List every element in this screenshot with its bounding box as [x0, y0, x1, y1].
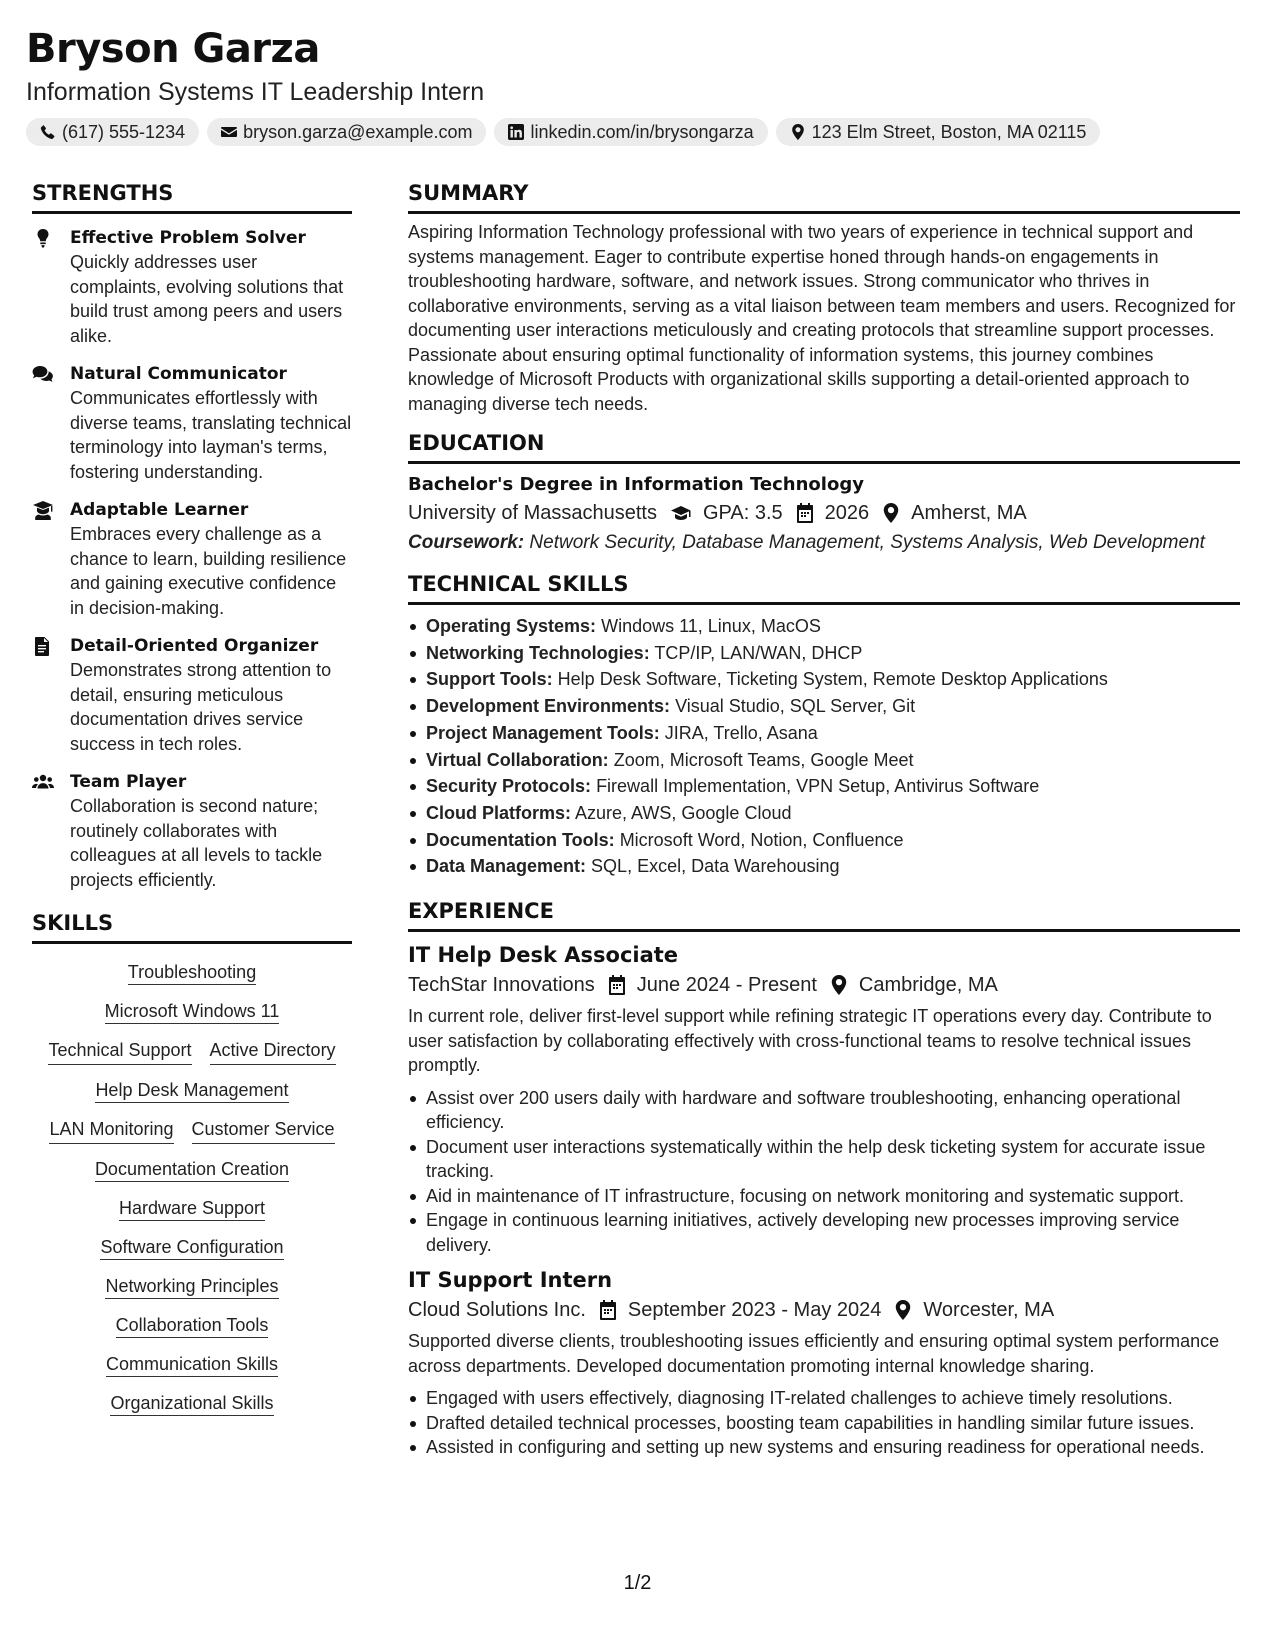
contact-email[interactable] — [207, 118, 486, 146]
job-bullets — [408, 1386, 1240, 1460]
skills-heading: SKILLS — [32, 910, 352, 944]
graduation-cap-icon — [669, 503, 693, 523]
skill-tag: LAN Monitoring — [49, 1117, 173, 1144]
contact-address-text: 123 Elm Street, Boston, MA 02115 — [811, 121, 1087, 142]
coursework — [408, 530, 1240, 555]
technical-skills-heading: TECHNICAL SKILLS — [408, 571, 1240, 605]
job-entry — [408, 1265, 1240, 1460]
strength-title: Effective Problem Solver — [70, 228, 306, 248]
strengths-heading: STRENGTHS — [32, 180, 352, 214]
skill-tag: Communication Skills — [106, 1354, 278, 1377]
contact-linkedin[interactable] — [494, 118, 767, 146]
list-item: Support Tools: Help Desk Software, Ticketing System, Remote Desktop Applications — [408, 666, 1240, 693]
contact-phone[interactable] — [26, 118, 199, 146]
skills-list — [32, 960, 352, 1417]
strength-title: Natural Communicator — [70, 364, 287, 384]
job-entry — [408, 940, 1240, 1257]
company-name: Cloud Solutions Inc. — [408, 1299, 586, 1322]
job-bullets — [408, 1086, 1240, 1258]
linkedin-icon — [508, 124, 524, 140]
summary-heading: SUMMARY — [408, 180, 1240, 214]
list-item: Operating Systems: Windows 11, Linux, MacOS — [408, 613, 1240, 640]
candidate-role: Information Systems IT Leadership Intern — [26, 78, 485, 106]
list-item: Assist over 200 users daily with hardware and software troubleshooting, enhancing operational efficiency. — [408, 1086, 1240, 1135]
strength-item — [32, 770, 352, 892]
list-item: Aid in maintenance of IT infrastructure, focusing on network monitoring and systematic support. — [408, 1184, 1240, 1209]
list-item: Cloud Platforms: Azure, AWS, Google Cloud — [408, 800, 1240, 827]
school-name: University of Massachusetts — [408, 502, 657, 524]
technical-skills-list — [408, 613, 1240, 880]
skill-tag: Help Desk Management — [95, 1080, 288, 1103]
page-number: 1/2 — [623, 1572, 652, 1594]
strength-desc: Embraces every challenge as a chance to learn, building resilience and gaining executive confidence in decision-making. — [70, 524, 347, 618]
job-location: Cambridge, MA — [858, 974, 998, 997]
list-item: Engaged with users effectively, diagnosing IT-related challenges to achieve timely resolutions. — [408, 1386, 1240, 1411]
list-item: Data Management: SQL, Excel, Data Warehousing — [408, 853, 1240, 880]
strength-title: Detail-Oriented Organizer — [70, 636, 319, 656]
skill-tag: Collaboration Tools — [116, 1315, 269, 1338]
school-location: Amherst, MA — [911, 502, 1027, 524]
education-heading: EDUCATION — [408, 430, 1240, 464]
skill-tag: Hardware Support — [119, 1198, 265, 1221]
skill-tag: Active Directory — [210, 1038, 336, 1065]
job-title: IT Help Desk Associate — [408, 943, 679, 968]
resume-header — [26, 24, 1251, 146]
strength-item — [32, 498, 352, 620]
strength-item — [32, 226, 352, 348]
list-item: Virtual Collaboration: Zoom, Microsoft Teams, Google Meet — [408, 747, 1240, 774]
lightbulb-icon — [32, 229, 54, 248]
calendar-icon — [795, 503, 815, 523]
strength-title: Team Player — [70, 772, 187, 792]
skill-tag: Documentation Creation — [95, 1159, 289, 1182]
strength-desc: Demonstrates strong attention to detail, ensuring meticulous documentation drives service success in tech roles. — [70, 660, 332, 754]
contact-linkedin-text: linkedin.com/in/brysongarza — [530, 121, 754, 142]
contact-email-text: bryson.garza@example.com — [243, 121, 473, 142]
graduation-year: 2026 — [824, 502, 870, 524]
technical-skills-section — [408, 571, 1240, 880]
map-pin-icon — [829, 975, 849, 995]
education-section — [408, 430, 1240, 555]
skill-tag: Software Configuration — [100, 1237, 283, 1260]
document-icon — [32, 637, 54, 656]
contact-bar — [26, 118, 1251, 146]
contact-address[interactable] — [776, 118, 1101, 146]
strength-item — [32, 362, 352, 484]
skill-tag: Networking Principles — [105, 1276, 278, 1299]
strengths-list — [32, 226, 352, 892]
left-column — [32, 180, 352, 1417]
list-item: Networking Technologies: TCP/IP, LAN/WAN, DHCP — [408, 640, 1240, 667]
candidate-name: Bryson Garza — [26, 26, 320, 72]
degree-title: Bachelor's Degree in Information Technology — [408, 474, 864, 495]
job-meta — [408, 970, 1240, 1000]
phone-icon — [40, 124, 56, 140]
skill-tag: Troubleshooting — [128, 962, 256, 985]
job-title: IT Support Intern — [408, 1268, 613, 1293]
strength-desc: Collaboration is second nature; routinely collaborates with colleagues at all levels to tackle projects efficiently. — [70, 796, 323, 890]
gpa-value: GPA: 3.5 — [702, 502, 783, 524]
skill-tag: Organizational Skills — [110, 1393, 273, 1416]
skill-tag: Customer Service — [192, 1117, 335, 1144]
summary-text: Aspiring Information Technology professional with two years of experience in technical support and systems management. Eager to contribute expertise honed through hands-on engagements in troubleshooting hardware, software, and network issues. Strong communicator who thrives in collaborative environments, serving as a vital liaison between team members and users. Recognized for documenting user interactions meticulously and creating protocols that streamline support processes. Passionate about ensuring optimal functionality of information systems, this journey combines knowledge of Microsoft Products with organizational skills supporting a detail-oriented approach to managing diverse tech needs. — [408, 222, 1236, 414]
company-name: TechStar Innovations — [408, 974, 595, 997]
map-pin-icon — [790, 124, 806, 140]
skill-tag: Technical Support — [48, 1038, 191, 1065]
strength-desc: Communicates effortlessly with diverse teams, translating technical terminology into layman's terms, fostering understanding. — [70, 388, 352, 482]
right-column — [408, 180, 1240, 1460]
job-meta — [408, 1295, 1240, 1325]
job-description: In current role, deliver first-level support while refining strategic IT operations every day. Contribute to user satisfaction by collaborating effectively with cross-functional teams to resolve technical issues promptly. — [408, 1006, 1212, 1076]
coursework-list: Network Security, Database Management, Systems Analysis, Web Development — [529, 532, 1205, 553]
list-item: Project Management Tools: JIRA, Trello, Asana — [408, 720, 1240, 747]
coursework-label: Coursework: — [408, 532, 525, 553]
strength-title: Adaptable Learner — [70, 500, 249, 520]
job-description: Supported diverse clients, troubleshooting issues efficiently and ensuring optimal system performance across departments. Developed documentation promoting internal knowledge sharing. — [408, 1331, 1220, 1376]
strength-desc: Quickly addresses user complaints, evolving solutions that build trust among peers and users alike. — [70, 252, 344, 346]
list-item: Security Protocols: Firewall Implementation, VPN Setup, Antivirus Software — [408, 773, 1240, 800]
list-item: Documentation Tools: Microsoft Word, Notion, Confluence — [408, 827, 1240, 854]
list-item: Engage in continuous learning initiatives, actively developing new processes improving service delivery. — [408, 1208, 1240, 1257]
skill-tag: Microsoft Windows 11 — [105, 1001, 280, 1024]
calendar-icon — [607, 975, 627, 995]
calendar-icon — [598, 1300, 618, 1320]
map-pin-icon — [881, 503, 901, 523]
list-item: Drafted detailed technical processes, boosting team capabilities in handling similar future issues. — [408, 1411, 1240, 1436]
job-dates: June 2024 - Present — [636, 974, 817, 997]
comments-icon — [32, 365, 54, 384]
list-item: Assisted in configuring and setting up new systems and ensuring readiness for operational needs. — [408, 1435, 1240, 1460]
list-item: Document user interactions systematically within the help desk ticketing system for accurate issue tracking. — [408, 1135, 1240, 1184]
contact-phone-text: (617) 555-1234 — [62, 121, 186, 142]
users-icon — [32, 773, 54, 792]
envelope-icon — [221, 124, 237, 140]
experience-heading: EXPERIENCE — [408, 898, 1240, 932]
graduate-icon — [32, 501, 54, 520]
education-meta — [408, 498, 1240, 528]
job-location: Worcester, MA — [923, 1299, 1055, 1322]
job-dates: September 2023 - May 2024 — [627, 1299, 882, 1322]
list-item: Development Environments: Visual Studio, SQL Server, Git — [408, 693, 1240, 720]
experience-section — [408, 898, 1240, 1460]
map-pin-icon — [893, 1300, 913, 1320]
strength-item — [32, 634, 352, 756]
